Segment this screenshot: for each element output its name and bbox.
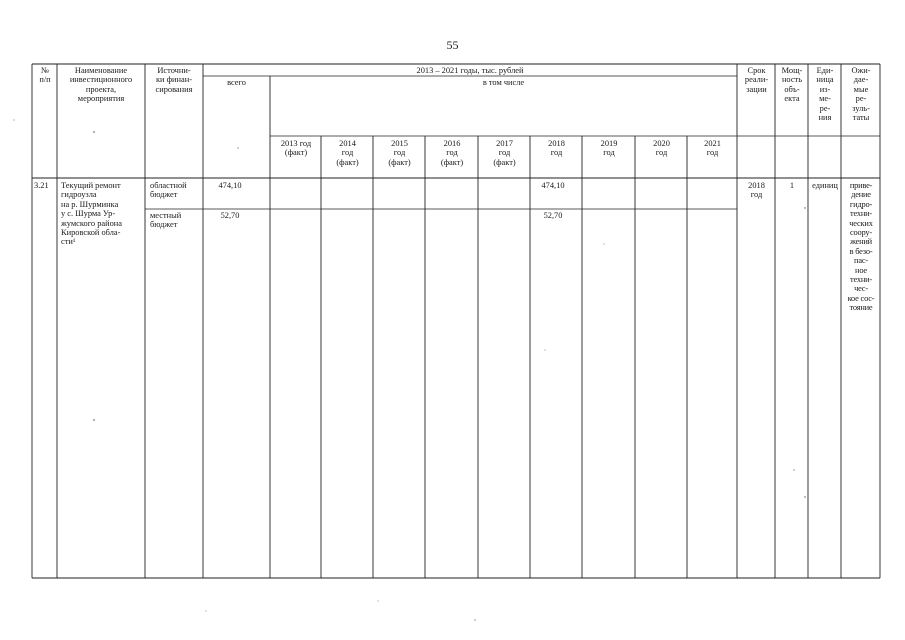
row-capacity: 1 <box>789 181 795 190</box>
header-year-2014: 2014 год (факт) <box>336 139 359 167</box>
row-term: 2018 год <box>748 181 765 200</box>
header-capacity: Мощ- ность объ- екта <box>781 66 803 104</box>
header-year-2017: 2017 год (факт) <box>493 139 516 167</box>
header-term: Срок реали- зации <box>744 66 769 94</box>
header-year-2015: 2015 год (факт) <box>388 139 411 167</box>
header-results: Ожи- дае- мые ре- зуль- таты <box>851 66 871 123</box>
row-source-local: местный бюджет <box>150 211 182 230</box>
row-local-total: 52,70 <box>220 211 240 220</box>
row-num: 3.21 <box>34 181 49 190</box>
header-year-2016: 2016 год (факт) <box>440 139 464 167</box>
row-local-2018: 52,70 <box>543 211 563 220</box>
row-results: приве- дение гидро- техни- ческих соору- жений в безо- пас- ное техни- чес- кое сос- тояние <box>847 181 875 313</box>
row-source-regional: областной бюджет <box>150 181 187 200</box>
header-year-2019: 2019 год <box>600 139 618 158</box>
header-num: № п/п <box>39 66 51 85</box>
header-name: Наименование инвестиционного проекта, мероприятия <box>69 66 133 104</box>
page-number: 55 <box>446 38 459 52</box>
row-unit: единиц <box>812 181 838 190</box>
header-year-2021: 2021 год <box>704 139 721 158</box>
header-source: Источни- ки финан- сирования <box>155 66 193 94</box>
header-year-2020: 2020 год <box>653 139 670 158</box>
header-including: в том числе <box>482 78 525 87</box>
row-regional-total: 474,10 <box>218 181 242 190</box>
header-unit: Еди- ница из- ме- ре- ния <box>816 66 834 123</box>
header-years-span: 2013 – 2021 годы, тыс. рублей <box>416 66 524 75</box>
header-year-2013: 2013 год (факт) <box>280 139 312 158</box>
header-year-2018: 2018 год <box>548 139 565 158</box>
header-total: всего <box>227 78 246 87</box>
row-name: Текущий ремонт гидроузла на р. Шурминка у с. Шурма Ур- жумского района Кировской обла- сти¹ <box>61 181 122 247</box>
row-regional-2018: 474,10 <box>541 181 565 190</box>
